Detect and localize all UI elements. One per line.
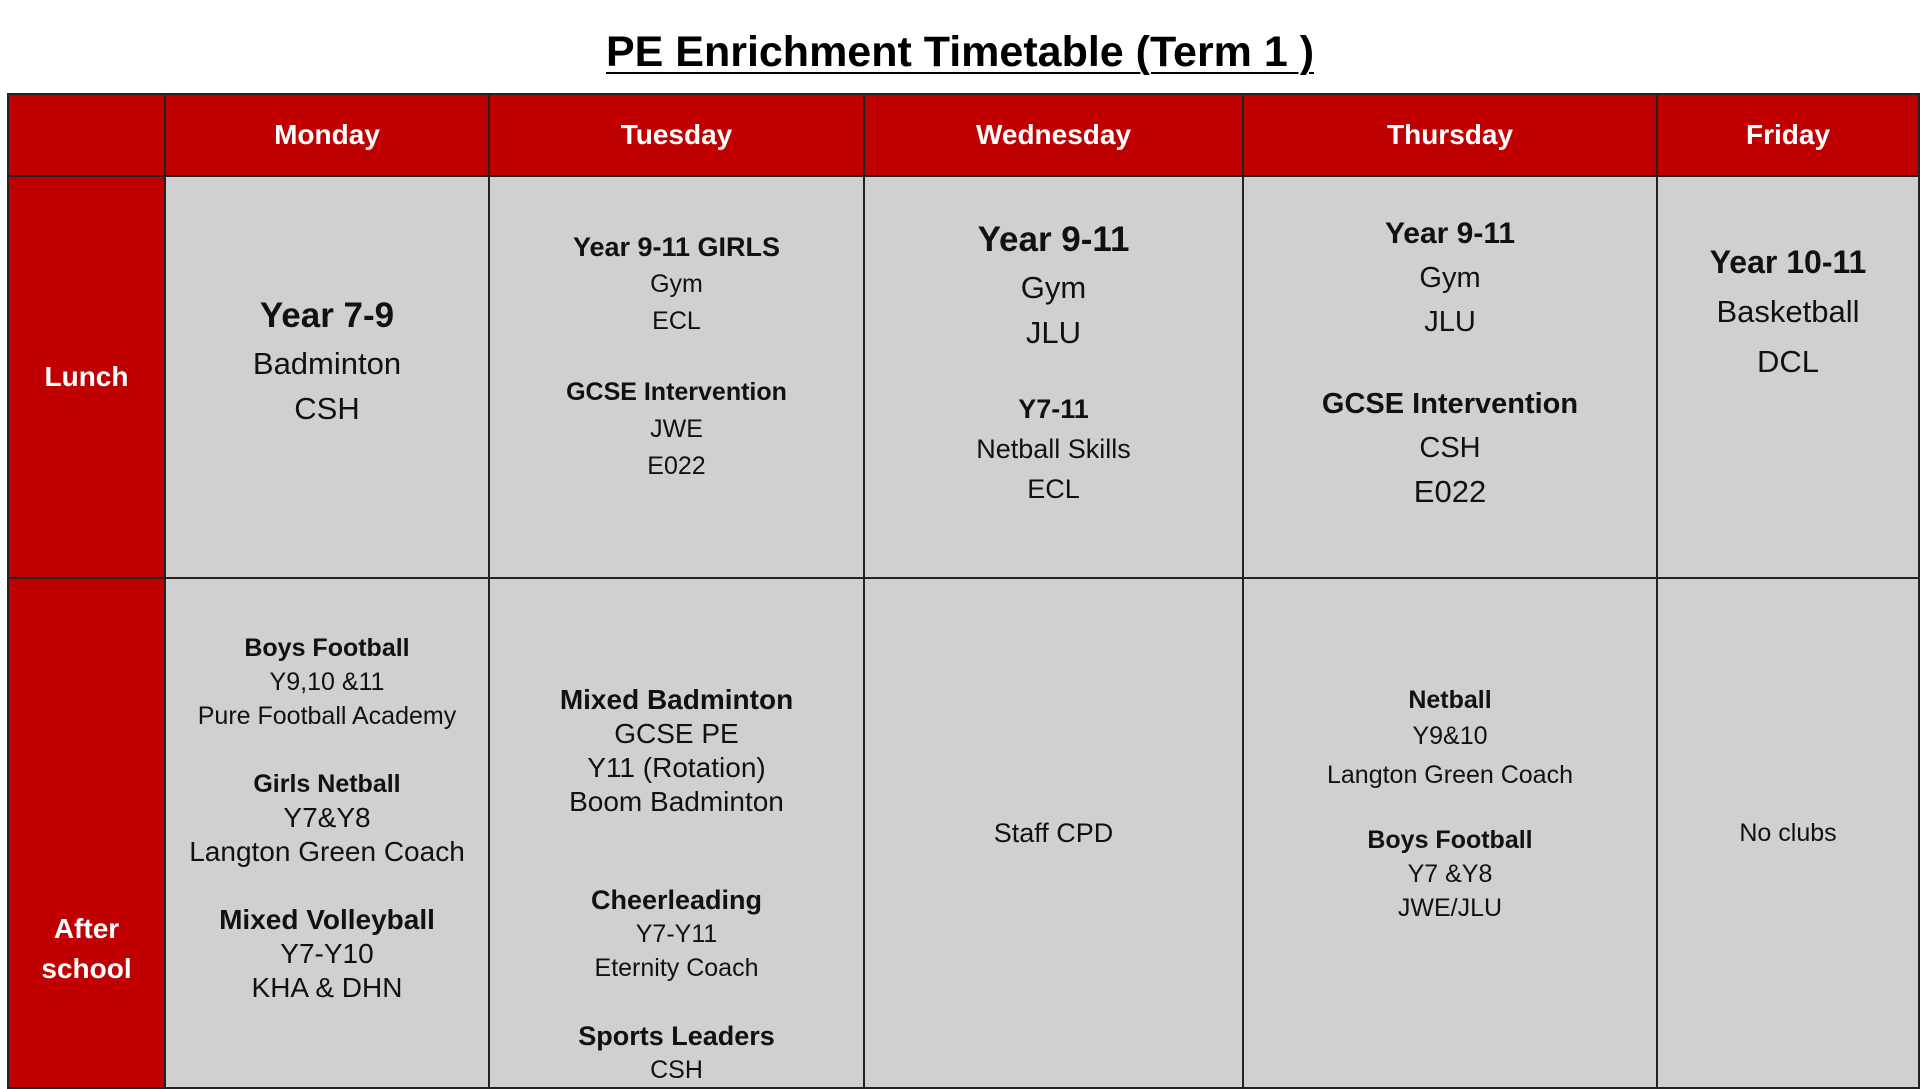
timetable bbox=[7, 93, 1920, 1089]
session-staff: ECL bbox=[652, 307, 701, 335]
header-row bbox=[8, 94, 1919, 176]
session-staff: CSH bbox=[1419, 432, 1481, 464]
session-activity: Badminton bbox=[252, 346, 402, 381]
club-line: CSH bbox=[650, 1056, 703, 1084]
after-monday-cell bbox=[165, 578, 489, 1088]
lunch-wednesday-cell bbox=[864, 176, 1243, 578]
session-group: Year 10-11 bbox=[1709, 244, 1867, 280]
session-group: GCSE Intervention bbox=[566, 378, 787, 406]
page-title-container bbox=[0, 28, 1920, 77]
row-label: school bbox=[41, 953, 132, 984]
club-name: Netball bbox=[1408, 686, 1492, 714]
day-header-thursday: Thursday bbox=[1243, 94, 1657, 176]
club-line: JWE/JLU bbox=[1397, 894, 1503, 922]
club-line: Eternity Coach bbox=[594, 954, 759, 982]
lunch-thursday-cell bbox=[1243, 176, 1657, 578]
session-room: E022 bbox=[1413, 474, 1487, 509]
club-line: Y11 (Rotation) bbox=[587, 752, 766, 783]
session-group: Year 9-11 bbox=[977, 220, 1130, 259]
club-line: Y7&Y8 bbox=[283, 802, 371, 833]
club-line: Y7 &Y8 bbox=[1407, 860, 1493, 888]
club-name: Sports Leaders bbox=[578, 1021, 775, 1051]
club-line: Pure Football Academy bbox=[197, 702, 457, 730]
after-friday-cell bbox=[1657, 578, 1919, 1088]
session-staff: DCL bbox=[1756, 344, 1819, 379]
after-tuesday-cell bbox=[489, 578, 864, 1088]
lunch-row bbox=[8, 176, 1919, 578]
club-line: Y9&10 bbox=[1412, 722, 1488, 750]
session-activity: Basketball bbox=[1716, 294, 1860, 329]
club-line: Y7-Y11 bbox=[635, 920, 718, 948]
session-room: E022 bbox=[647, 452, 706, 480]
lunch-monday-cell bbox=[165, 176, 489, 578]
row-header-after-school bbox=[8, 578, 165, 1088]
club-name: Boys Football bbox=[1367, 826, 1533, 854]
lunch-friday-cell bbox=[1657, 176, 1919, 578]
session-activity: Gym bbox=[1020, 270, 1087, 305]
club-note: No clubs bbox=[1739, 819, 1837, 847]
club-name: Boys Football bbox=[244, 634, 410, 662]
session-group: GCSE Intervention bbox=[1321, 388, 1579, 420]
day-header-monday: Monday bbox=[165, 94, 489, 176]
after-wednesday-cell bbox=[864, 578, 1243, 1088]
row-label: Lunch bbox=[44, 361, 129, 392]
day-header-friday: Friday bbox=[1657, 94, 1919, 176]
club-line: KHA & DHN bbox=[251, 972, 403, 1003]
club-line: Boom Badminton bbox=[569, 786, 784, 817]
session-staff: JLU bbox=[1025, 315, 1082, 350]
corner-cell bbox=[8, 94, 165, 176]
club-note: Staff CPD bbox=[993, 818, 1114, 848]
session-staff: ECL bbox=[1027, 474, 1080, 504]
club-name: Cheerleading bbox=[590, 885, 763, 915]
club-name: Girls Netball bbox=[253, 770, 401, 798]
page-title: PE Enrichment Timetable (Term 1 ) bbox=[605, 28, 1315, 76]
session-group: Year 7-9 bbox=[259, 296, 395, 335]
club-line: Langton Green Coach bbox=[1326, 761, 1573, 789]
session-staff: JWE bbox=[650, 415, 703, 443]
session-staff: JLU bbox=[1424, 306, 1476, 338]
after-school-row bbox=[8, 578, 1919, 1088]
session-group: Year 9-11 bbox=[1384, 217, 1516, 250]
session-staff: CSH bbox=[294, 391, 360, 426]
row-header-lunch bbox=[8, 176, 165, 578]
session-activity: Gym bbox=[1419, 262, 1481, 294]
row-label: After bbox=[53, 913, 120, 944]
after-thursday-cell bbox=[1243, 578, 1657, 1088]
club-line: GCSE PE bbox=[614, 718, 739, 749]
day-header-wednesday: Wednesday bbox=[864, 94, 1243, 176]
session-activity: Netball Skills bbox=[976, 434, 1131, 464]
club-line: Langton Green Coach bbox=[189, 836, 465, 867]
club-line: Y9,10 &11 bbox=[269, 668, 385, 696]
session-activity: Gym bbox=[650, 270, 703, 298]
lunch-tuesday-cell bbox=[489, 176, 864, 578]
session-group: Y7-11 bbox=[1018, 394, 1089, 424]
day-header-tuesday: Tuesday bbox=[489, 94, 864, 176]
session-group: Year 9-11 GIRLS bbox=[572, 232, 781, 262]
club-line: Y7-Y10 bbox=[280, 938, 374, 969]
club-name: Mixed Badminton bbox=[559, 684, 794, 715]
club-name: Mixed Volleyball bbox=[219, 904, 435, 935]
